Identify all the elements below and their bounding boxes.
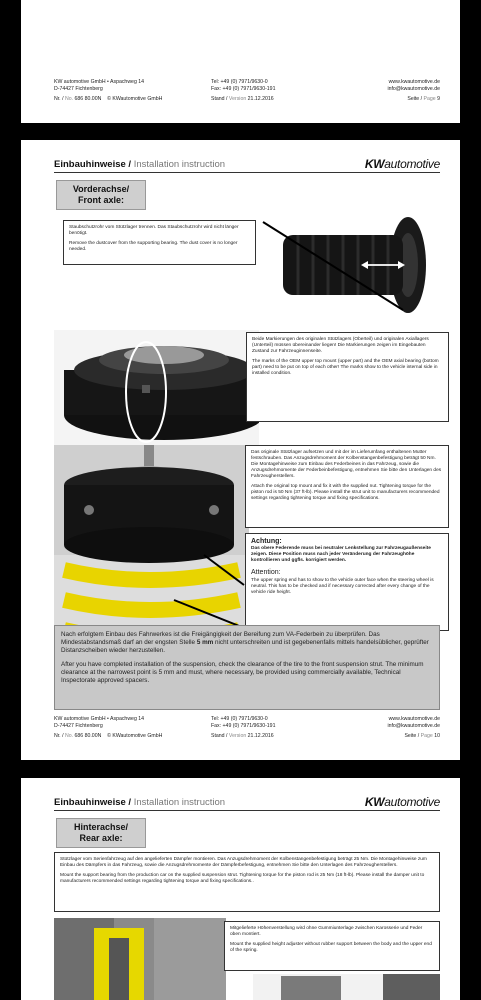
warning-text-en: The upper spring end has to show to the vehicle outer face when the steering wheel is neutral. This has to be checked and if necessary corrected after every change of the vehicle ride height. [251,578,434,595]
clearance-note-en: After you have completed installation of the suspension, check the clearance of the tire to the front suspension strut. The minimum clearance at the narrowest point is 5 mm and must, where necessary, be provided using commercially available, Technical Inspectorate approved spacers. [61,661,424,684]
company-address-line2: D-74427 Fichtenberg [54,85,103,92]
manual-page-9 [21,0,460,123]
instruction-box-dust-cover: Staubschutzrohr vom Stützlager trennen. Das Staubschutzrohr wird nicht länger benötigt. Remove the dustcover from the supporting bearing. The dust cover is no longer needed. [63,220,256,265]
kw-automotive-logo: KWautomotive [364,795,440,809]
instruction-box-top-mount: Das originale Stützlager aufsetzen und mit der im Lieferumfang enthaltenen Mutter festschrauben. Das Anzugsdrehmoment der Kolbenstangenbefestigung beträgt 50 Nm. Die Montagehinweise zum Einbau des Federbeines in das Fahrzeug, sowie die Anzugsdrehmomente der Federbeinbefestigung, entnehmen Sie bitte den Unterlagen des Fahrzeugherstellers. Attach the original top mount and fix it with the supplied nut. Tightening torque for the piston rod is 50 Nm (37 ft-lb). Please install the strut unit to manufacturers recommended settings regarding tightening torque and fixing specifications. [245,445,449,528]
document-version: Stand / Version 21.12.2016 [211,96,274,102]
page-number: Seite / Page 9 [407,96,440,102]
document-version: Stand / Version 21.12.2016 [211,733,274,739]
warning-box [245,533,449,631]
company-fax: Fax: +49 (0) 7971/9630-191 [211,722,276,729]
photo-dust-cover [253,210,443,320]
page-header [54,795,440,811]
company-tel: Tel: +49 (0) 7971/9630-0 [211,716,268,722]
page-title: Einbauhinweise / Installation instruction [54,797,226,808]
warning-title-de: Achtung: [251,538,282,545]
photo-height-adjuster [253,974,440,1000]
company-tel: Tel: +49 (0) 7971/9630-0 [211,79,268,85]
warning-text-de: Das obere Federende muss bei neutraler Lenkstellung zur Fahrzeugaußenseite zeigen. Diese Position muss nach jeder Veränderung der Fahrzeughöhe kontrollieren und ggfls. korrigiert werden. [251,546,431,563]
photo-strut-with-spring [54,445,249,645]
page-title: Einbauhinweise / Installation instruction [54,159,226,170]
document-number: Nr. / No. 686 80.00N © KWautomotive GmbH [54,733,163,739]
company-address-line1: KW automotive GmbH • Aspachweg 14 [54,716,145,722]
page-number: Seite / Page 10 [404,733,440,739]
photo-top-mount-markings [54,330,259,445]
axle-heading-front: Vorderachse/ Front axle: [56,180,146,210]
instruction-box-markings: Beide Markierungen des originalen Stützlagers (Oberteil) und originalen Axiallagers (Unterteil) müssen übereinander liegen! Die Markierungen zeigen im Eingebauten Zustand zur Fahrzeuginnenseite. The marks of the OEM upper top mount (upper part) and the OEM axial bearing (bottom part) need to be put on top of each other! The marks show to the vehicle internal side in installed condition. [246,332,449,422]
company-email-link[interactable]: info@kwautomotive.de [387,85,440,92]
company-email-link[interactable]: info@kwautomotive.de [387,722,440,729]
instruction-box-height-adjuster: Mitgelieferte Höhenverstellung wird ohne Gummiunterlage zwischen Karosserie und Feder oben montiert. Mount the supplied height adjuster without rubber support between the body and the upper end of the spring. [224,921,440,971]
clearance-note-de: Nach erfolgtem Einbau des Fahrwerkes ist die Freigängigkeit der Bereifung zum VA-Federbein zu überprüfen. Das Mindestabstandsmaß darf an der engsten Stelle 5 mm nicht unterschreiten und ist gegebenenfalls mittels handelsüblicher, geprüfter Distanzscheiben wieder herzustellen. [61,631,429,654]
photo-rear-damper [54,918,226,1000]
company-web-link[interactable]: www.kwautomotive.de [388,716,440,722]
document-number: Nr. / No. 686 80.00N © KWautomotive GmbH [54,96,163,102]
company-address-line1: KW automotive GmbH • Aspachweg 14 [54,79,145,85]
company-fax: Fax: +49 (0) 7971/9630-191 [211,85,276,92]
warning-title-en: Attention: [251,569,281,576]
company-web-link[interactable]: www.kwautomotive.de [388,79,440,85]
page-header [54,157,440,173]
instruction-box-rear-damper: Stützlager vom Serienfahrzeug auf den angelieferten Dämpfer montieren. Das Anzugsdrehmoment der Kolbenstangenbefestigung beträgt 25 Nm. Die Montagehinweise zum Einbau des Dämpfers in das Fahrzeug, sowie die Anzugsdrehmomente der Dämpferbefestigung, entnehmen Sie bitte den Unterlagen des Fahrzeugherstellers. Mount the support bearing from the production car on the supplied suspension strut. Tightening torque for the piston rod is 25 Nm (18 ft-lb). Please install the damper unit to manufacturers recommended settings regarding tightening torque and fixing specifications.. [54,852,440,912]
clearance-note [54,625,440,710]
kw-automotive-logo: KWautomotive [364,157,440,171]
axle-heading-rear: Hinterachse/ Rear axle: [56,818,146,848]
company-address-line2: D-74427 Fichtenberg [54,722,103,729]
manual-page-10 [21,140,460,760]
manual-page-11 [21,778,460,1000]
